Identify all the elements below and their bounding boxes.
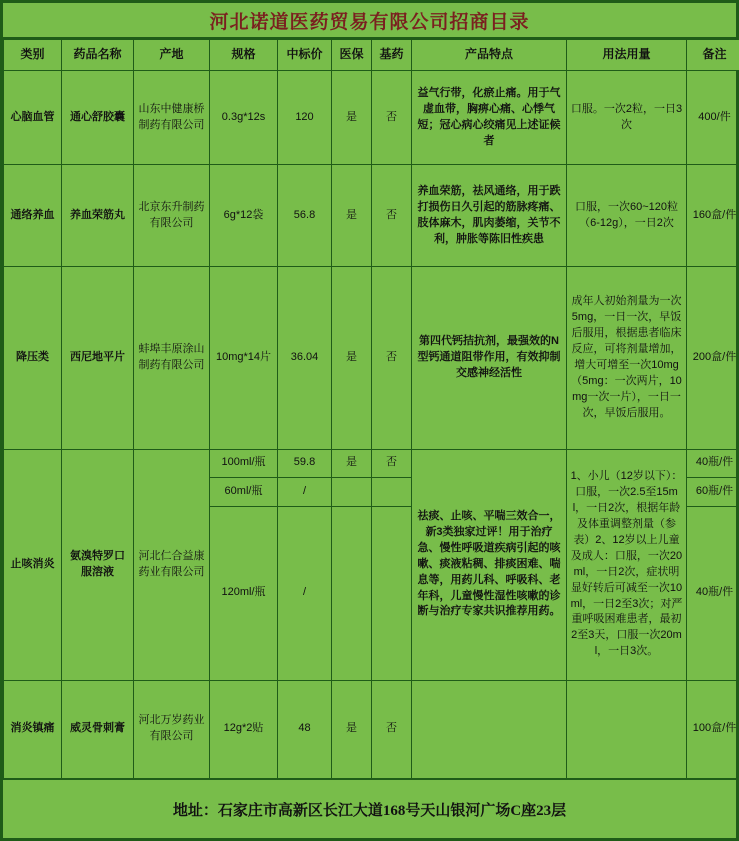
cell-insurance: 是 xyxy=(332,449,372,478)
cell-price: 48 xyxy=(278,680,332,778)
column-header-origin: 产地 xyxy=(134,40,210,71)
cell-note: 40瓶/件 xyxy=(687,506,739,680)
cell-origin: 蚌埠丰原涂山制药有限公司 xyxy=(134,267,210,449)
table-header-row xyxy=(4,40,739,71)
cell-usage: 口服，一次60~120粒（6-12g），一日2次 xyxy=(567,165,687,267)
cell-usage xyxy=(567,680,687,778)
cell-insurance: 是 xyxy=(332,165,372,267)
cell-note: 100盒/件 xyxy=(687,680,739,778)
cell-origin: 河北仁合益康药业有限公司 xyxy=(134,449,210,680)
page-title: 河北诺道医药贸易有限公司招商目录 xyxy=(209,11,530,33)
cell-usage: 口服。一次2粒，一日3次 xyxy=(567,71,687,165)
cell-basic: 否 xyxy=(372,267,412,449)
table-row xyxy=(4,267,739,449)
cell-features: 祛痰、止咳、平喘三效合一，新3类独家过评！用于治疗急、慢性呼吸道疾病引起的咳嗽、痰液粘稠、排痰困难、喘息等，用药儿科、呼吸科、老年科，儿童慢性湿性咳嗽的诊断与治疗专家共识推荐用药。 xyxy=(412,449,567,680)
column-header-features: 产品特点 xyxy=(412,40,567,71)
cell-basic: 否 xyxy=(372,71,412,165)
column-header-basic: 基药 xyxy=(372,40,412,71)
table-row xyxy=(4,449,739,478)
cell-insurance: 是 xyxy=(332,267,372,449)
cell-spec: 12g*2贴 xyxy=(210,680,278,778)
table-row xyxy=(4,165,739,267)
column-header-price: 中标价 xyxy=(278,40,332,71)
cell-price: / xyxy=(278,506,332,680)
cell-spec: 100ml/瓶 xyxy=(210,449,278,478)
cell-price: 36.04 xyxy=(278,267,332,449)
cell-features xyxy=(412,680,567,778)
cell-spec: 6g*12袋 xyxy=(210,165,278,267)
cell-name: 通心舒胶囊 xyxy=(62,71,134,165)
column-header-spec: 规格 xyxy=(210,40,278,71)
cell-insurance: 是 xyxy=(332,71,372,165)
cell-basic: 否 xyxy=(372,680,412,778)
cell-name: 西尼地平片 xyxy=(62,267,134,449)
column-header-note: 备注 xyxy=(687,40,739,71)
cell-basic: 否 xyxy=(372,449,412,478)
column-header-category: 类别 xyxy=(4,40,62,71)
cell-category: 消炎镇痛 xyxy=(4,680,62,778)
address-footer xyxy=(3,779,736,838)
cell-basic xyxy=(372,478,412,507)
cell-spec: 10mg*14片 xyxy=(210,267,278,449)
cell-price: 56.8 xyxy=(278,165,332,267)
cell-name: 威灵骨刺膏 xyxy=(62,680,134,778)
cell-usage: 1、小儿（12岁以下）：口服，一次2.5至15ml，一日2次，根据年龄及体重调整剂量（参表）2、12岁以上儿童及成人：口服，一次20ml，一日2次，症状明显好转后可减至一次10ml，一日2至3次；对严重呼吸困难患者，最初2至3天，口服一次20ml，一日3次。 xyxy=(567,449,687,680)
cell-name: 氨溴特罗口服溶液 xyxy=(62,449,134,680)
cell-origin: 山东中健康桥制药有限公司 xyxy=(134,71,210,165)
cell-features: 益气行带，化瘀止痛。用于气虚血带，胸痹心痛、心悸气短；冠心病心绞痛见上述证候者 xyxy=(412,71,567,165)
cell-category: 心脑血管 xyxy=(4,71,62,165)
table-row xyxy=(4,71,739,165)
cell-insurance xyxy=(332,506,372,680)
column-header-usage: 用法用量 xyxy=(567,40,687,71)
cell-origin: 北京东升制药有限公司 xyxy=(134,165,210,267)
cell-category: 通络养血 xyxy=(4,165,62,267)
cell-features: 养血荣筋，祛风通络，用于跌打损伤日久引起的筋脉疼痛、肢体麻木，肌肉萎缩，关节不利，肿胀等陈旧性疾患 xyxy=(412,165,567,267)
cell-category: 止咳消炎 xyxy=(4,449,62,680)
cell-note: 400/件 xyxy=(687,71,739,165)
cell-spec: 120ml/瓶 xyxy=(210,506,278,680)
product-catalog-table xyxy=(3,39,739,779)
cell-insurance: 是 xyxy=(332,680,372,778)
cell-features: 第四代钙拮抗剂，最强效的N型钙通道阻带作用，有效抑制交感神经活性 xyxy=(412,267,567,449)
cell-insurance xyxy=(332,478,372,507)
cell-note: 60瓶/件 xyxy=(687,478,739,507)
cell-note: 200盒/件 xyxy=(687,267,739,449)
column-header-name: 药品名称 xyxy=(62,40,134,71)
column-header-insurance: 医保 xyxy=(332,40,372,71)
cell-category: 降压类 xyxy=(4,267,62,449)
cell-basic: 否 xyxy=(372,165,412,267)
cell-note: 160盒/件 xyxy=(687,165,739,267)
cell-price: 59.8 xyxy=(278,449,332,478)
cell-name: 养血荣筋丸 xyxy=(62,165,134,267)
cell-basic xyxy=(372,506,412,680)
document-title-bar xyxy=(3,3,736,39)
cell-note: 40瓶/件 xyxy=(687,449,739,478)
cell-spec: 0.3g*12s xyxy=(210,71,278,165)
company-address: 地址：石家庄市高新区长江大道168号天山银河广场C座23层 xyxy=(172,802,567,819)
cell-usage: 成年人初始剂量为一次5mg，一日一次，早饭后服用，根据患者临床反应，可将剂量增加，增大可增至一次10mg（5mg：一次两片，10mg一次一片），一日一次，早饭后服用。 xyxy=(567,267,687,449)
cell-origin: 河北万岁药业有限公司 xyxy=(134,680,210,778)
cell-spec: 60ml/瓶 xyxy=(210,478,278,507)
cell-price: 120 xyxy=(278,71,332,165)
cell-price: / xyxy=(278,478,332,507)
table-row xyxy=(4,680,739,778)
